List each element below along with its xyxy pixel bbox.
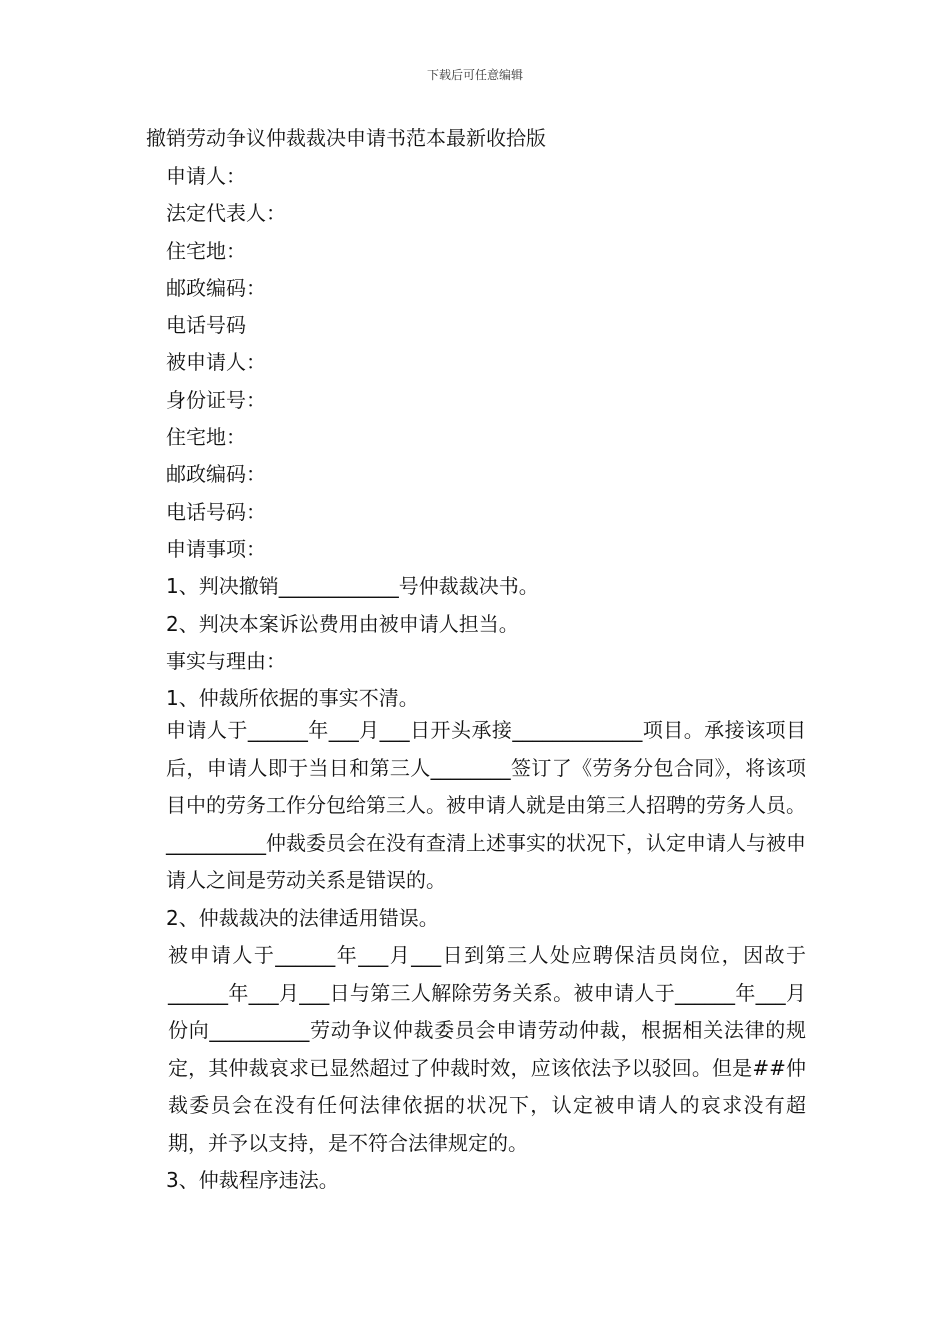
field-legal-representative: 法定代表人： — [166, 201, 286, 226]
field-postal-code: 邮政编码： — [166, 275, 266, 300]
field-respondent-phone: 电话号码： — [166, 499, 266, 524]
field-respondent: 被申请人： — [166, 350, 266, 375]
field-address: 住宅地： — [166, 238, 246, 263]
field-id-number: 身份证号： — [166, 387, 266, 412]
fact-item-3-heading: 3、仲裁程序违法。 — [166, 1168, 339, 1192]
section-facts-heading: 事实与理由： — [166, 648, 286, 673]
request-item-1: 1、判决撤销____________号仲裁裁决书。 — [166, 574, 539, 599]
section-requests-heading: 申请事项： — [166, 536, 266, 561]
field-phone: 电话号码 — [166, 313, 246, 338]
field-applicant: 申请人： — [166, 164, 246, 188]
fact-item-2-heading: 2、仲裁裁决的法律适用错误。 — [166, 905, 439, 930]
field-respondent-address: 住宅地： — [166, 425, 246, 450]
applicant-field-list — [166, 158, 539, 717]
document-title: 撤销劳动争议仲裁裁决申请书范本最新收拾版 — [146, 126, 546, 150]
page-header-note: 下载后可任意编辑 — [426, 68, 523, 82]
field-respondent-postal-code: 邮政编码： — [166, 462, 266, 487]
fact-item-1-heading: 1、仲裁所依据的事实不清。 — [166, 686, 419, 711]
fact-paragraph-2: 被申请人于______年___月___日到第三人处应聘保洁员岗位，因故于______年___月___日与第三人解除劳务关系。被申请人于______年___月份向__________劳动争议仲裁委员会申请劳动仲裁，根据相关法律的规定，其仲裁哀求已显然超过了仲裁时效，应该依法予以驳回。但是##仲裁委员会在没有任何法律依据的状况下，认定被申请人的哀求没有超期，并予以支持，是不符合法律规定的。 — [168, 943, 806, 1155]
fact-paragraph-1: 申请人于______年___月___日开头承接_____________项目。承接该项目后，申请人即于当日和第三人________签订了《劳务分包合同》，将该项目中的劳务工作分包给第三人。被申请人就是由第三人招聘的劳务人员。__________仲裁委员会在没有查清上述事实的状况下，认定申请人与被申请人之间是劳动关系是错误的。 — [166, 718, 806, 892]
facts-paragraph-block-1 — [146, 712, 806, 1200]
request-item-2: 2、判决本案诉讼费用由被申请人担当。 — [166, 611, 519, 636]
